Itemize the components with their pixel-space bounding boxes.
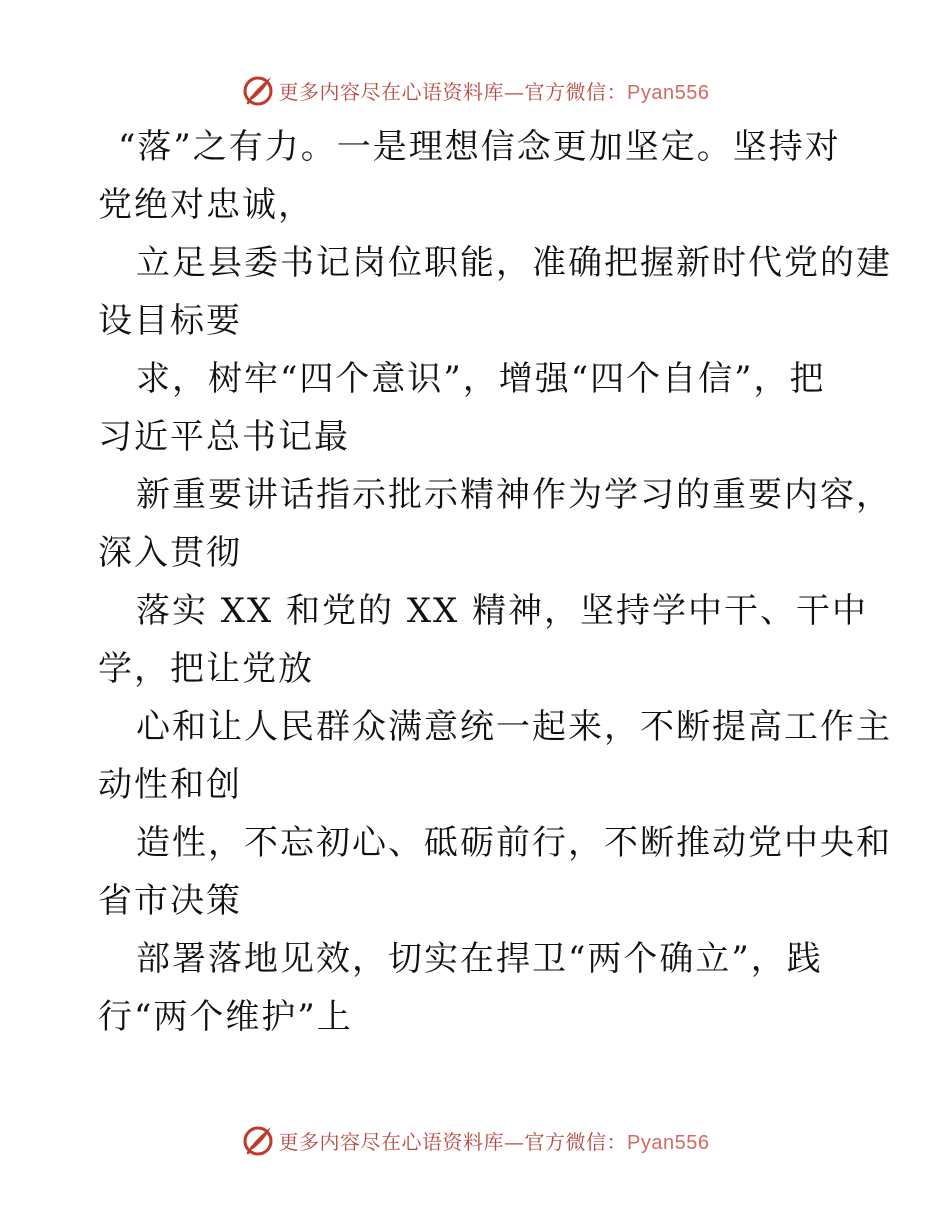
paragraph-line: 习近平总书记最 (98, 417, 350, 457)
paragraph-line: 新重要讲话指示批示精神作为学习的重要内容， (136, 475, 892, 515)
header-handle-text: Pyan556 (627, 81, 710, 104)
paragraph-line: 部署落地见效，切实在捍卫“两个确立”，践 (136, 939, 823, 979)
paragraph-line: 党绝对忠诚， (98, 185, 314, 225)
header-banner (0, 70, 950, 110)
paragraph-line: 学，把让党放 (98, 649, 314, 689)
paragraph-line: 立足县委书记岗位职能，准确把握新时代党的建 (136, 243, 892, 283)
paragraph-line: 求，树牢“四个意识”，增强“四个自信”，把 (136, 359, 826, 399)
paragraph-line: 造性，不忘初心、砥砺前行，不断推动党中央和 (136, 823, 892, 863)
footer-banner (0, 1120, 950, 1160)
quill-logo-icon (241, 73, 275, 107)
header-promo-text: 更多内容尽在心语资料库— (278, 79, 525, 104)
footer-promo-text: 更多内容尽在心语资料库— (278, 1129, 525, 1154)
paragraph-line: 省市决策 (98, 881, 242, 921)
paragraph-line: 动性和创 (98, 765, 242, 805)
paragraph-line: 深入贯彻 (98, 533, 242, 573)
paragraph-line: 心和让人民群众满意统一起来，不断提高工作主 (136, 707, 892, 747)
paragraph-line: 行“两个维护”上 (98, 997, 353, 1037)
footer-handle-text: Pyan556 (627, 1131, 710, 1154)
document-body (98, 118, 892, 1046)
header-label-text: 官方微信： (524, 79, 628, 104)
paragraph-line: 设目标要 (98, 301, 242, 341)
footer-banner-text (279, 1126, 710, 1155)
header-banner-text (279, 76, 710, 105)
paragraph-line: 落实 XX 和党的 XX 精神，坚持学中干、干中 (136, 591, 869, 631)
paragraph-line: “落”之有力。一是理想信念更加坚定。坚持对 (118, 127, 841, 167)
quill-logo-icon (241, 1123, 275, 1157)
footer-label-text: 官方微信： (524, 1129, 628, 1154)
